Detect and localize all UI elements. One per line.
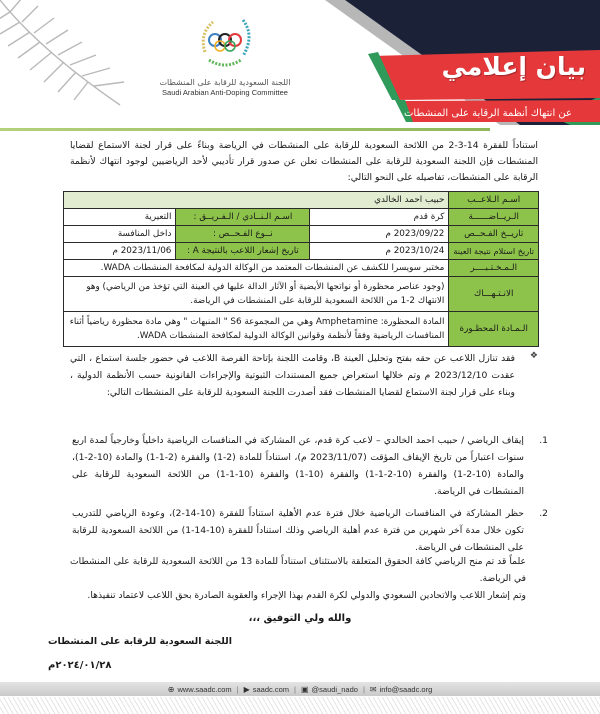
club-value: التعيرية bbox=[64, 209, 176, 226]
org-name-arabic: اللجنة السعودية للرقابة على المنشطات bbox=[159, 78, 291, 87]
decisions-list bbox=[72, 432, 550, 561]
youtube-link[interactable]: saadc.com bbox=[252, 684, 290, 694]
decision-number: 2. bbox=[539, 508, 548, 519]
page-title: بيان إعلامي bbox=[441, 52, 586, 81]
list-item bbox=[72, 432, 550, 500]
signature: اللجنة السعودية للرقابة على المنشطات bbox=[48, 636, 232, 647]
separator: | bbox=[294, 684, 296, 694]
player-label: اسـم الـلاعــب bbox=[449, 192, 539, 209]
regards-text: والله ولي التوفيق ،،، bbox=[248, 613, 352, 624]
sqa-emblem-icon bbox=[195, 12, 255, 72]
test-type-label: نــوع الفـحــص : bbox=[176, 226, 310, 243]
decision-number: 1. bbox=[539, 435, 548, 446]
youtube-icon: ▶ bbox=[243, 684, 250, 694]
email-icon: ✉ bbox=[369, 684, 377, 694]
test-type-value: داخل المنافسة bbox=[64, 226, 176, 243]
violation-value: (وجود عناصر محظورة أو نواتجها الأيضية أو الآثار الدالة عليها في العينة التي تؤخذ من الرياضي) وهو الانتهاك 2-1 من اللائحة السعودية للرقابة على المنشطات في الرياضة. bbox=[64, 277, 449, 312]
twitter-icon: ▣ bbox=[300, 684, 309, 694]
notify-date-value: 2023/11/06 م bbox=[64, 243, 176, 260]
result-date-value: 2023/10/24 م bbox=[310, 243, 449, 260]
case-details-table bbox=[63, 191, 539, 347]
test-date-value: 2023/09/22 م bbox=[310, 226, 449, 243]
player-value: حبيب احمد الخالدي bbox=[64, 192, 449, 209]
email-link[interactable]: info@saadc.org bbox=[379, 684, 433, 694]
sport-label: الـريــاضــــــة bbox=[449, 209, 539, 226]
table-row bbox=[64, 209, 539, 226]
footer-contact-bar bbox=[0, 682, 600, 696]
notification-note: وتم إشعار اللاعب والاتحادين السعودي والدولي لكرة القدم بهذا الإجراء والعقوبة الصادرة بحق اللاعب لاعتماد تنفيذها. bbox=[87, 590, 526, 601]
table-row bbox=[64, 226, 539, 243]
header-divider bbox=[0, 128, 490, 131]
header-banner bbox=[0, 0, 600, 125]
lab-value: مختبر سويسرا للكشف عن المنشطات المعتمد من الوكالة الدولية لمكافحة المنشطات WADA. bbox=[64, 260, 449, 277]
globe-icon: ⊕ bbox=[167, 684, 175, 694]
decision-text: إيقاف الرياضي / حبيب احمد الخالدي – لاعب كرة قدم، عن المشاركة في المنافسات الرياضية داخلياً وخارجياً لمدة اربع سنوات اعتباراً من تاريخ الإيقاف المؤقت (2023/11/07 م)، استناداً للمادة (2-1) والفقرة (2-1-1) والمادة (10-2-1)، والمادة (10-2-1) والفقرة (10-2-1-1) والفقرة (10-1) والفقرة (10-1-1) من اللائحة السعودية للرقابة على المنشطات في الرياضة. bbox=[72, 435, 524, 497]
intro-paragraph: استناداً للفقرة 14-3-2 من اللائحة السعودية للرقابة على المنشطات في الرياضة وبناءً على قرار لجنة الاستماع لقضايا المنشطات فإن اللجنة السعودية للرقابة على المنشطات تعلن عن صدور قرار تأديبي لأحد الرياضيين لوجود انتهاك لأنظمة الرقابة على المنشطات، تفاصيله على النحو التالي: bbox=[70, 140, 538, 183]
table-row bbox=[64, 312, 539, 347]
table-row bbox=[64, 260, 539, 277]
closing-section bbox=[70, 553, 526, 604]
violation-label: الانـتـهـــاك bbox=[449, 277, 539, 312]
test-date-label: تاريــخ الفـحــص bbox=[449, 226, 539, 243]
sport-value: كرة قدم bbox=[310, 209, 449, 226]
table-row bbox=[64, 277, 539, 312]
notify-date-label: تاريخ إشعار اللاعب بالنتيجة A : bbox=[176, 243, 310, 260]
separator: | bbox=[236, 684, 239, 694]
issue-date: ٢٠٢٤/٠١/٢٨م bbox=[48, 660, 112, 671]
website-link[interactable]: www.saadc.com bbox=[177, 684, 232, 694]
page-subtitle: عن انتهاك أنظمة الرقابة على المنشطات bbox=[404, 108, 572, 119]
org-name-english: Saudi Arabian Anti-Doping Committee bbox=[162, 88, 288, 97]
twitter-link[interactable]: @saudi_nado bbox=[311, 684, 358, 694]
result-date-label: تاريخ استلام نتيجة العينة bbox=[449, 243, 539, 260]
bullet-icon: ❖ bbox=[529, 351, 538, 361]
substance-label: الـمـادة المحظـورة bbox=[449, 312, 539, 347]
list-item bbox=[72, 505, 550, 556]
hearing-paragraph: فقد تنازل اللاعب عن حقه بفتح وتحليل العينة B، وقامت اللجنة بإتاحة الفرصة اللاعب في حضور جلسة استماع ، التي عقدت 2023/12/10 م وتم خلالها استعراض جميع المستندات الثبوتية والإجراءات القانونية حسب الأنظمة الدولية ، وبناء على قرار لجنة الاستماع لقضايا المنشطات فقد أصدرت اللجنة السعودية للرقابة على المنشطات التالي: bbox=[70, 353, 515, 398]
substance-value: المادة المحظورة: Amphetamine وهي من المجموعة S6 " المنبهات " وهي مادة محظورة رياضياً أثناء المنافسات الرياضية وفقاً لأنظمة وقوانين الوكالة الدولية لمكافحة المنشطات WADA. bbox=[64, 312, 449, 347]
lab-label: الـمـخـتـبــــر bbox=[449, 260, 539, 277]
table-row bbox=[64, 243, 539, 260]
decision-text: حظر المشاركة في المنافسات الرياضية خلال فترة عدم الأهلية استناداً للفقرة (10-14-2)، وعودة الرياضي للتدريب تكون خلال مدة آخر شهرين من فترة عدم أهلية الرياضي وذلك استناداً للفقرة (10-14-1) من اللائحة السعودية للرقابة على المنشطات في الرياضة. bbox=[72, 508, 524, 553]
club-label: اسـم الـنــادي / الـفـريــق : bbox=[176, 209, 310, 226]
table-row bbox=[64, 192, 539, 209]
committee-logo bbox=[150, 12, 300, 97]
appeal-note: علماً قد تم منح الرياضي كافة الحقوق المتعلقة بالاستئناف استناداً للمادة 13 من اللائحة السعودية للرقابة على المنشطات في الرياضة. bbox=[70, 556, 526, 584]
footer-palm-pattern bbox=[0, 697, 600, 714]
separator: | bbox=[362, 684, 365, 694]
palm-frond-decoration bbox=[0, 0, 124, 105]
